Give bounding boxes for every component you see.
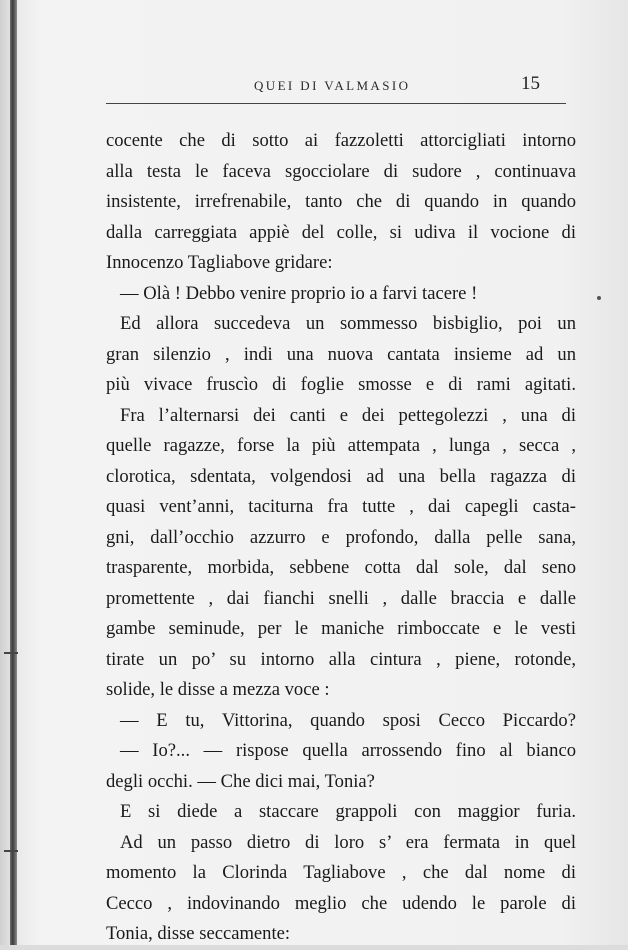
text-line: solide, le disse a mezza voce :: [106, 679, 330, 700]
text-line: degli occhi. — Che dici mai, Tonia?: [106, 770, 375, 792]
text-line: Ad un passo dietro di loro s’ era fermata in quel: [120, 831, 576, 853]
page-header: [106, 70, 570, 110]
text-line: — Olà ! Debbo venire proprio io a farvi tacere !: [120, 282, 478, 304]
text-line: insistente, irrefrenabile, tanto che di quando in quando: [106, 191, 576, 212]
text-line: Fra l’alternarsi dei canti e dei pettegolezzi , una di: [120, 404, 576, 426]
text-line: E si diede a staccare grappoli con maggior furia.: [120, 801, 576, 822]
paper-speck: [597, 296, 601, 300]
text-line: — E tu, Vittorina, quando sposi Cecco Piccardo?: [120, 709, 576, 731]
text-line: gni, dall’occhio azzurro e profondo, dalla pelle sana,: [106, 526, 576, 548]
text-line: Cecco , indovinando meglio che udendo le parole di: [106, 892, 576, 914]
book-spine-shadow: [10, 0, 17, 945]
page-number: 15: [521, 73, 540, 94]
header-rule: [106, 103, 566, 104]
text-line: quasi vent’anni, taciturna fra tutte , dai capegli casta-: [106, 496, 576, 517]
spine-mark: [4, 850, 18, 852]
text-line: quelle ragazze, forse la più attempata , lunga , secca ,: [106, 435, 576, 456]
text-line: momento la Clorinda Tagliabove , che dal nome di: [106, 862, 576, 883]
text-line: trasparente, morbida, sebbene cotta dal sole, dal seno: [106, 557, 576, 578]
text-line: promettente , dai fianchi snelli , dalle braccia e dalle: [106, 587, 576, 609]
text-line: Tonia, disse seccamente:: [106, 923, 291, 944]
text-line: cocente che di sotto ai fazzoletti attorcigliati intorno: [106, 130, 576, 151]
text-line: clorotica, sdentata, volgendosi ad una bella ragazza di: [106, 465, 576, 487]
text-line: tirate un po’ su intorno alla cintura , piene, rotonde,: [106, 648, 576, 670]
text-line: gran silenzio , indi una nuova cantata insieme ad un: [106, 343, 576, 365]
running-title: QUEI DI VALMASIO: [254, 78, 411, 93]
text-line: Ed allora succedeva un sommesso bisbiglio, poi un: [120, 313, 576, 334]
text-line: Innocenzo Tagliabove gridare:: [106, 252, 333, 273]
spine-mark: [4, 652, 18, 654]
text-line: alla testa le faceva sgocciolare di sudore , continuava: [106, 160, 576, 182]
text-line: più vivace fruscìo di foglie smosse e di rami agitati.: [106, 374, 576, 395]
text-line: — Io?... — rispose quella arrossendo fino al bianco: [120, 740, 576, 761]
text-line: gambe seminude, per le maniche rimboccate e le vesti: [106, 618, 576, 639]
body-text: [106, 126, 576, 950]
text-line: dalla carreggiata appiè del colle, si udiva il vocione di: [106, 221, 576, 243]
